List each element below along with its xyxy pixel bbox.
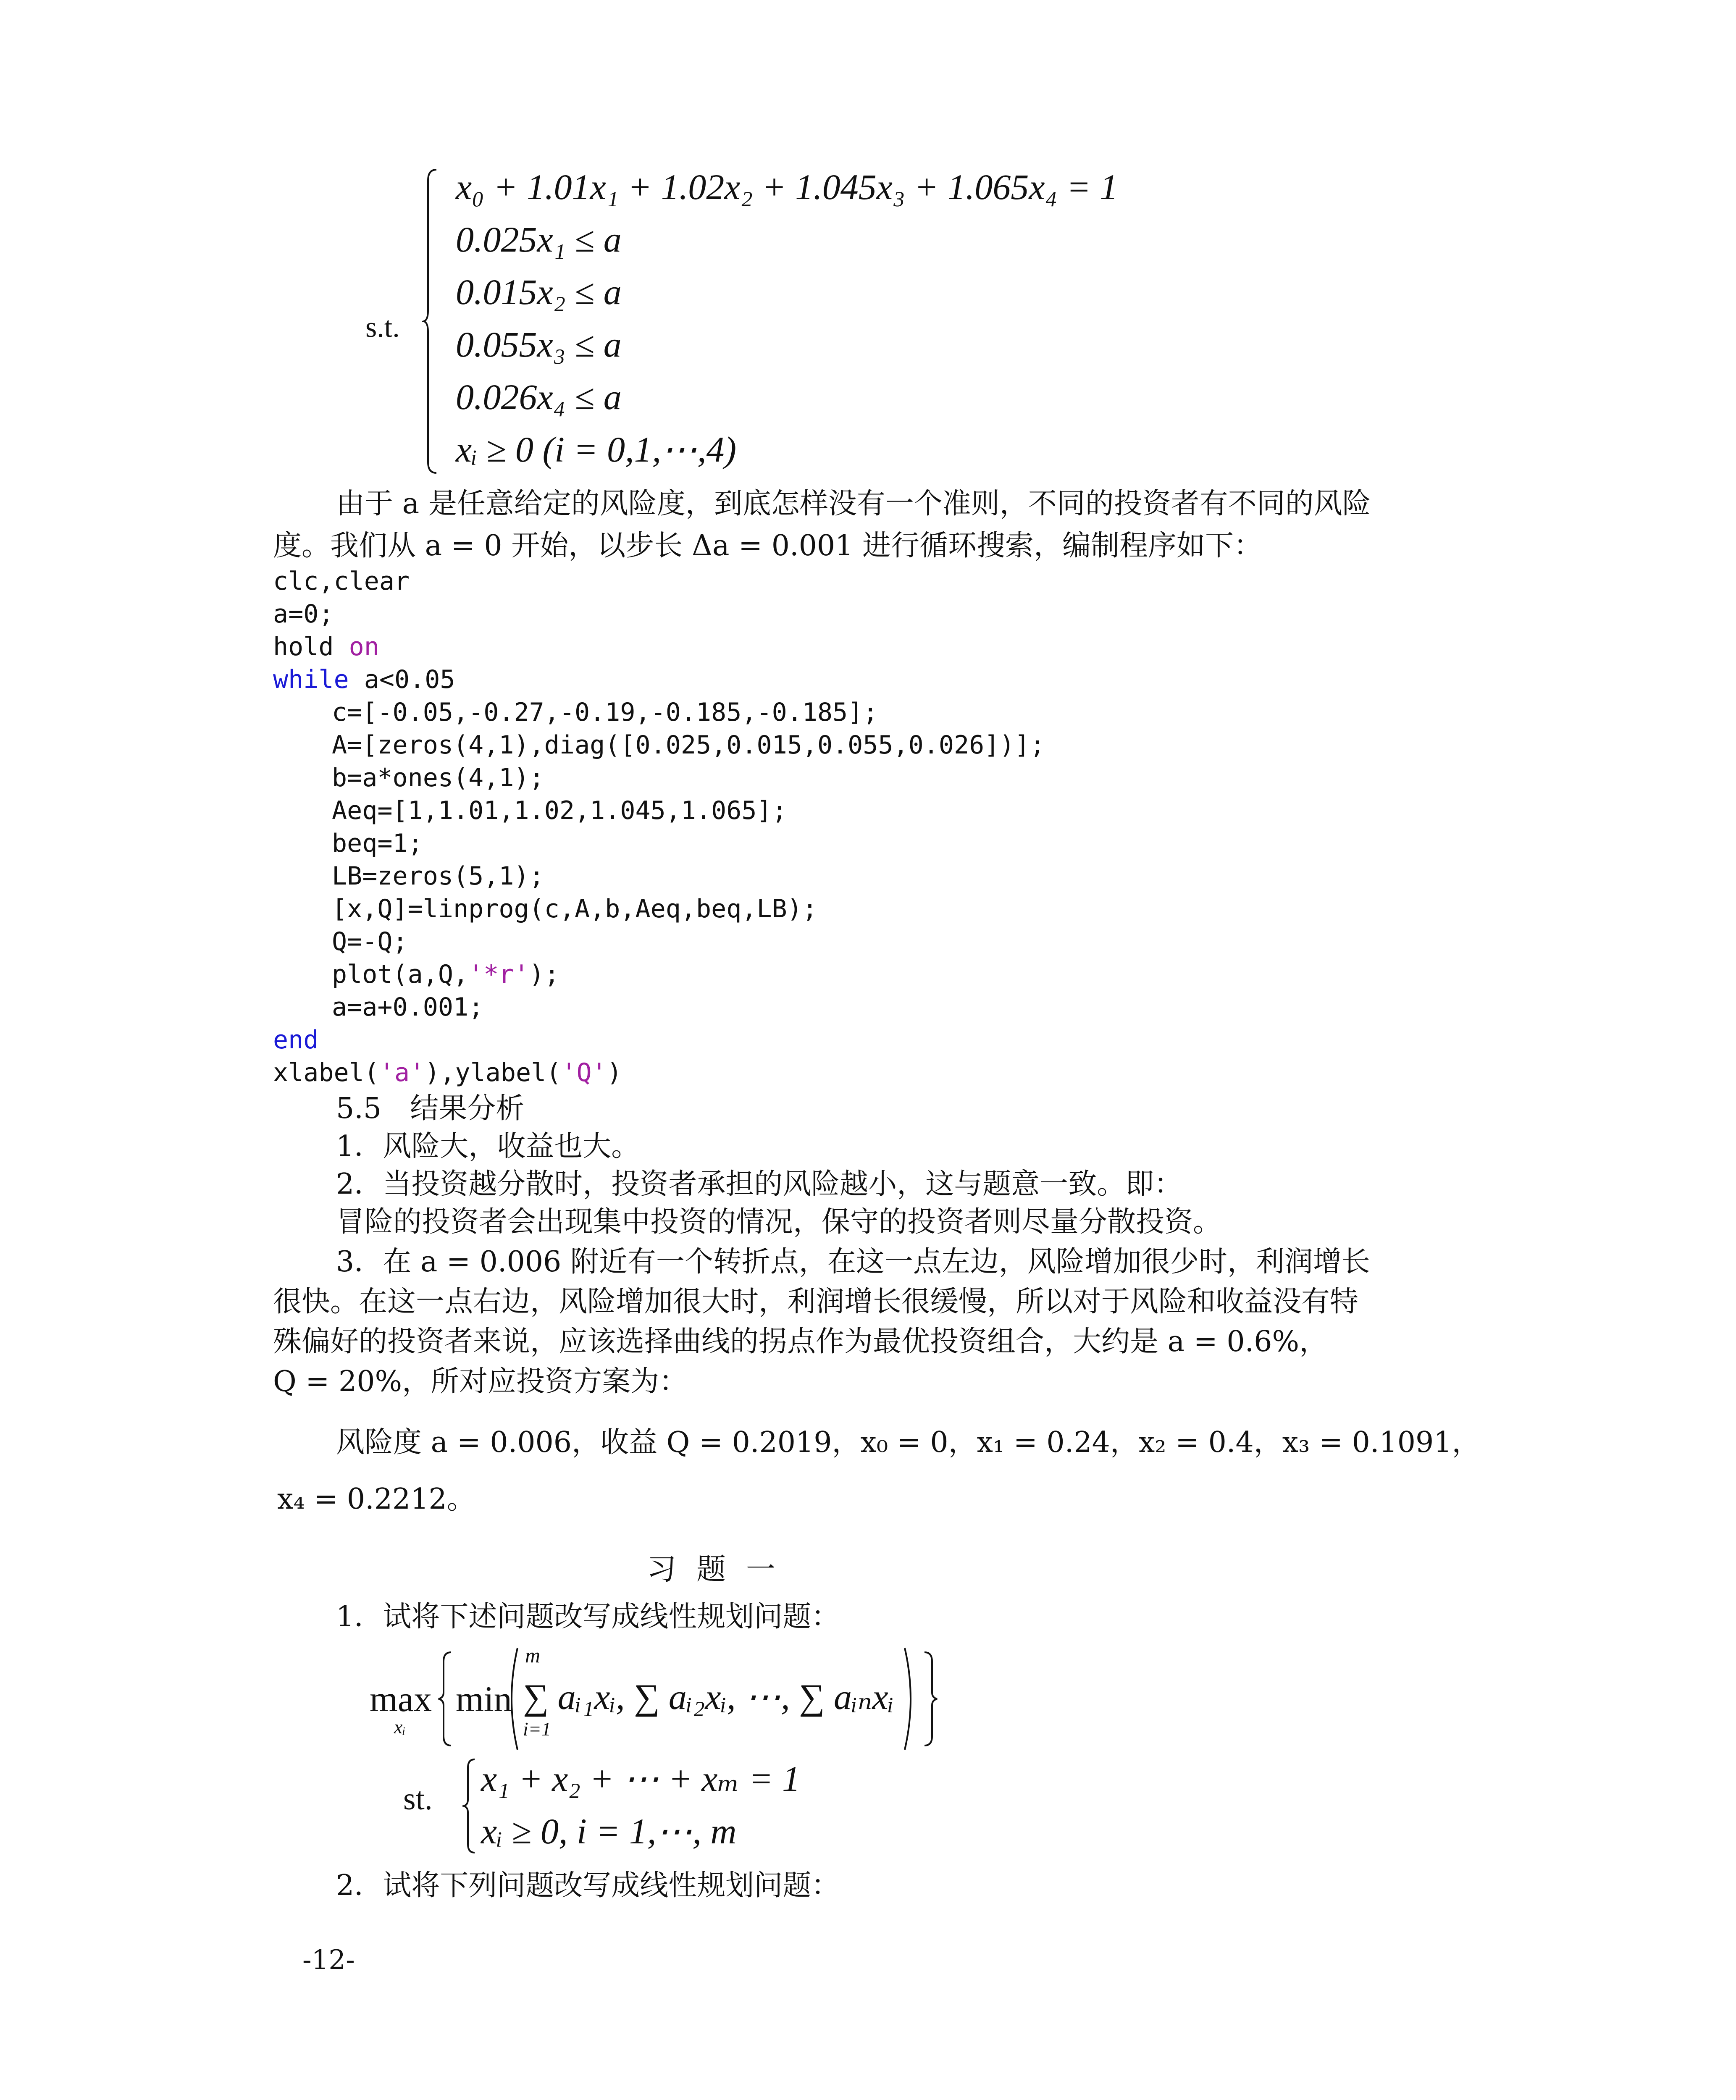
sum-upper-limit: m [525, 1643, 541, 1667]
page-number: -12- [302, 1945, 355, 1976]
code-text: a<0.05 [349, 665, 455, 694]
min-operator: min [456, 1679, 512, 1719]
max-subscript: xᵢ [394, 1716, 406, 1738]
code-line: c=[-0.05,-0.27,-0.19,-0.185,-0.185]; [332, 698, 878, 727]
analysis-line: 2．当投资越分散时，投资者承担的风险越小，这与题意一致。即： [336, 1168, 1183, 1201]
constraint-line: 0.055x₃ ≤ a [456, 324, 622, 365]
outer-right-brace [922, 1651, 939, 1747]
code-line: a=a+0.001; [332, 992, 484, 1022]
analysis-line: x₄ = 0.2212。 [277, 1483, 475, 1516]
code-line [273, 958, 559, 991]
objective-sums: ∑ aᵢ₁xᵢ, ∑ aᵢ₂xᵢ, ⋯, ∑ aᵢₙxᵢ [523, 1677, 894, 1717]
code-line [273, 1056, 622, 1089]
code-line [273, 1024, 318, 1056]
code-text: xlabel( [273, 1058, 379, 1087]
outer-left-brace [437, 1651, 454, 1747]
code-text: hold [273, 632, 349, 662]
constraint-line: 0.015x₂ ≤ a [456, 272, 622, 312]
code-line: LB=zeros(5,1); [332, 861, 544, 891]
intro-line: 由于 a 是任意给定的风险度，到底怎样没有一个准则，不同的投资者有不同的风险 [336, 487, 1371, 520]
left-paren [504, 1646, 519, 1751]
analysis-line: 风险度 a = 0.006，收益 Q = 0.2019，x₀ = 0，x₁ = 0.24，x₂ = 0.4，x₃ = 0.1091， [336, 1426, 1481, 1459]
code-string: 'Q' [561, 1058, 607, 1087]
constraint-line: 0.026x₄ ≤ a [456, 377, 622, 417]
code-line: A=[zeros(4,1),diag([0.025,0.015,0.055,0.026])]; [332, 730, 1045, 760]
exercise-question: 1．试将下述问题改写成线性规划问题： [336, 1600, 840, 1633]
st-constraint: xᵢ ≥ 0, i = 1,⋯, m [481, 1811, 737, 1851]
code-line: b=a*ones(4,1); [332, 763, 544, 793]
code-string: '*r' [468, 960, 529, 989]
st-label: s.t. [365, 311, 400, 344]
st-label-2: st. [403, 1781, 433, 1816]
max-operator: max [370, 1679, 432, 1719]
code-text: ); [529, 960, 559, 989]
analysis-line: 冒险的投资者会出现集中投资的情况，保守的投资者则尽量分散投资。 [336, 1205, 1222, 1239]
code-line: Aeq=[1,1.01,1.02,1.045,1.065]; [332, 796, 787, 825]
code-keyword: on [349, 632, 379, 662]
intro-line: 度。我们从 a = 0 开始，以步长 Δa = 0.001 进行循环搜索，编制程序如下： [273, 529, 1262, 562]
constraint-line: 0.025x₁ ≤ a [456, 219, 622, 260]
left-brace [422, 168, 439, 475]
analysis-line: 3．在 a = 0.006 附近有一个转折点，在这一点左边，风险增加很少时，利润增长 [336, 1245, 1370, 1278]
code-line [273, 630, 379, 663]
code-text: ) [607, 1058, 622, 1087]
code-line: clc,clear [273, 567, 410, 596]
st-left-brace [462, 1758, 477, 1854]
code-line: [x,Q]=linprog(c,A,b,Aeq,beq,LB); [332, 894, 817, 924]
analysis-line: 1．风险大，收益也大。 [336, 1130, 640, 1163]
exercise-question: 2．试将下列问题改写成线性规划问题： [336, 1869, 840, 1902]
code-line [273, 663, 455, 696]
constraint-line: xᵢ ≥ 0 (i = 0,1,⋯,4) [456, 429, 737, 470]
right-paren [903, 1646, 918, 1751]
code-text: plot(a,Q, [332, 960, 469, 989]
code-string: 'a' [379, 1058, 425, 1087]
analysis-line: 很快。在这一点右边，风险增加很大时，利润增长很缓慢，所以对于风险和收益没有特 [273, 1285, 1359, 1318]
exercise-heading: 习题一 [647, 1552, 796, 1586]
section-heading: 5.5 结果分析 [336, 1092, 525, 1125]
code-keyword: end [273, 1025, 319, 1055]
code-line: Q=-Q; [332, 927, 408, 956]
code-line: a=0; [273, 599, 334, 629]
code-keyword: while [273, 665, 349, 694]
sum-lower-limit: i=1 [523, 1718, 551, 1740]
st-constraint: x₁ + x₂ + ⋯ + xₘ = 1 [481, 1759, 801, 1799]
analysis-line: 殊偏好的投资者来说，应该选择曲线的拐点作为最优投资组合，大约是 a = 0.6%， [273, 1325, 1328, 1358]
code-line: beq=1; [332, 829, 423, 858]
code-text: ),ylabel( [425, 1058, 562, 1087]
constraint-line: x₀ + 1.01x₁ + 1.02x₂ + 1.045x₃ + 1.065x₄ = 1 [456, 167, 1118, 207]
analysis-line: Q = 20%，所对应投资方案为： [273, 1365, 688, 1398]
